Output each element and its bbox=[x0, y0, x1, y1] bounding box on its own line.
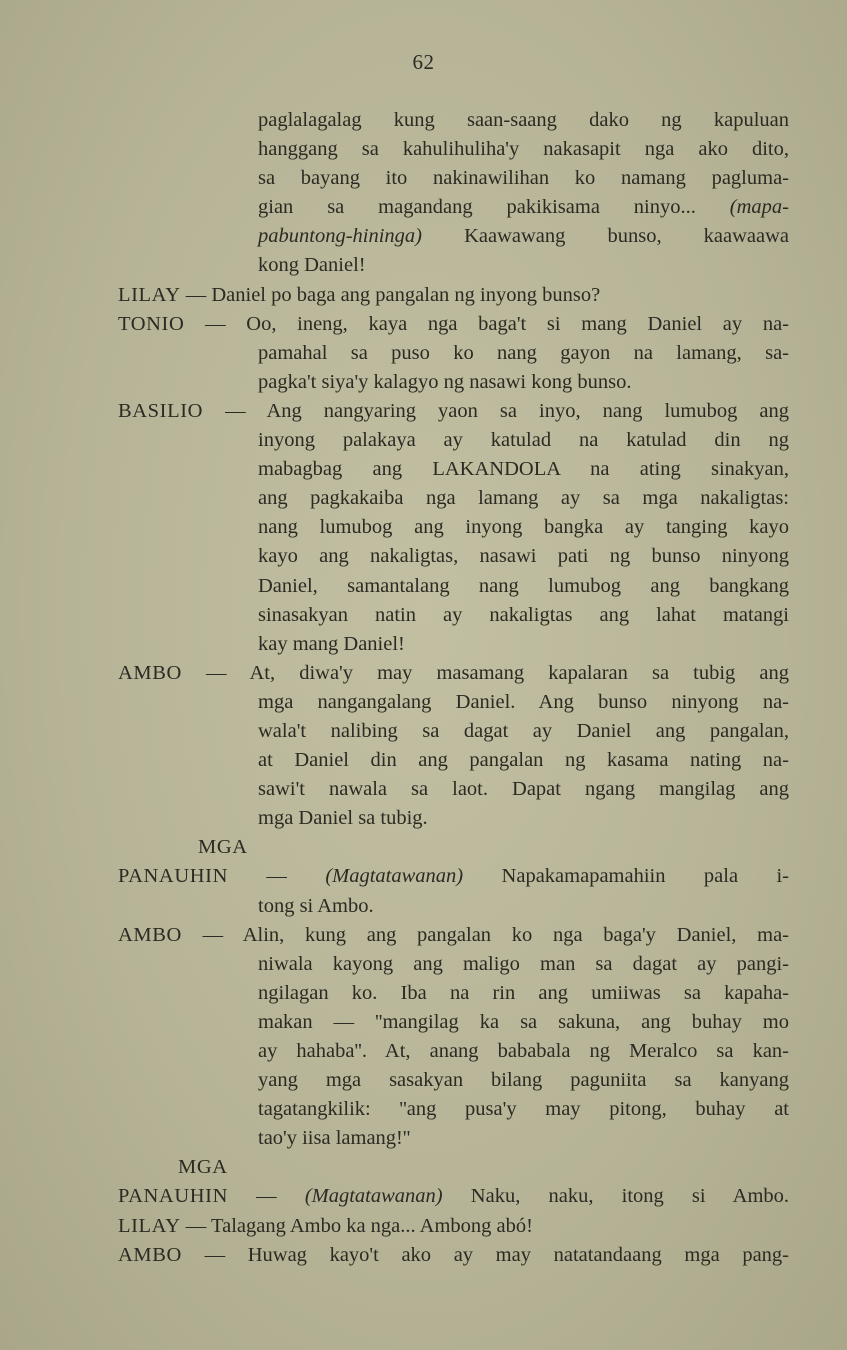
speaker-name: BASILIO bbox=[118, 399, 204, 422]
text-line: Daniel, samantalang nang lumubog ang bangkang bbox=[258, 574, 789, 597]
dialogue-text: Talagang Ambo ka nga... Ambong abó! bbox=[211, 1214, 533, 1237]
text-line: ang pagkakaiba nga lamang ay sa mga nakaligtas: bbox=[258, 487, 789, 510]
speaker-name: AMBO bbox=[118, 1243, 182, 1266]
text-line: ngilagan ko. Iba na rin ang umiiwas sa kapaha- bbox=[258, 981, 789, 1004]
speaker-name: AMBO bbox=[118, 661, 182, 684]
speaker-name: LILAY bbox=[118, 1214, 181, 1237]
page-body bbox=[0, 106, 847, 1270]
dialogue-entry bbox=[0, 833, 847, 920]
text-line: sawi't nawala sa laot. Dapat ngang mangilag ang bbox=[258, 778, 789, 801]
stage-direction: (Magtatawanan) bbox=[304, 1185, 443, 1208]
dialogue-text: Alin, kung ang pangalan ko nga baga'y Daniel, ma- bbox=[242, 923, 790, 946]
text-line: mga Daniel sa tubig. bbox=[258, 807, 428, 830]
text-line: kayo ang nakaligtas, nasawi pati ng bunso ninyong bbox=[258, 545, 789, 568]
speaker-name: PANAUHIN bbox=[118, 865, 228, 888]
dialogue-first-line: BASILIO — Ang nangyaring yaon sa inyo, nang lumubog ang bbox=[118, 399, 790, 422]
text-line: niwala kayong ang maligo man sa dagat ay pangi- bbox=[258, 952, 789, 975]
text-line: kong Daniel! bbox=[258, 254, 366, 277]
dialogue-text: At, diwa'y may masamang kapalaran sa tubig ang bbox=[249, 661, 789, 684]
stage-direction: (Magtatawanan) bbox=[325, 865, 464, 888]
speaker-name-top: MGA bbox=[198, 836, 248, 859]
dialogue-text: Napakamapamahiin pala i- bbox=[501, 865, 789, 888]
dialogue-entry bbox=[0, 310, 847, 397]
dialogue-text: Naku, naku, itong si Ambo. bbox=[470, 1185, 790, 1208]
text-line: tagatangkilik: ''ang pusa'y may pitong, buhay at bbox=[258, 1098, 789, 1121]
text-line: yang mga sasakyan bilang paguniita sa kanyang bbox=[258, 1069, 789, 1092]
dialogue-entry bbox=[0, 1241, 847, 1270]
dialogue-first-line: TONIO — Oo, ineng, kaya nga baga't si mang Daniel ay na- bbox=[118, 312, 789, 335]
text-line: inyong palakaya ay katulad na katulad din ng bbox=[258, 429, 789, 452]
dialogue-first-line: PANAUHIN — (Magtatawanan) Naku, naku, itong si Ambo. bbox=[118, 1185, 790, 1208]
dialogue-entry bbox=[0, 659, 847, 834]
speaker-name: PANAUHIN bbox=[118, 1185, 228, 1208]
text-line: pamahal sa puso ko nang gayon na lamang, sa- bbox=[258, 341, 789, 364]
text-line: tao'y iisa lamang!'' bbox=[258, 1127, 411, 1150]
dialogue-text: Ang nangyaring yaon sa inyo, nang lumubog ang bbox=[266, 399, 790, 422]
dialogue-entry bbox=[0, 921, 847, 1154]
page-number: 62 bbox=[412, 50, 435, 74]
speaker-name: LILAY bbox=[118, 283, 181, 306]
text-line: at Daniel din ang pangalan ng kasama nating na- bbox=[258, 749, 789, 772]
text-line: paglalagalag kung saan-saang dako ng kapuluan bbox=[258, 109, 789, 131]
speaker-name: TONIO bbox=[118, 312, 185, 335]
dialogue-first-line: PANAUHIN — (Magtatawanan) Napakamapamahiin pala i- bbox=[118, 865, 789, 888]
speaker-name: AMBO bbox=[118, 923, 182, 946]
dialogue-first-line: AMBO — Huwag kayo't ako ay may natatandaang mga pang- bbox=[118, 1243, 790, 1266]
dialogue-first-line: AMBO — At, diwa'y may masamang kapalaran sa tubig ang bbox=[118, 661, 789, 684]
dialogue-first-line: LILAY — Daniel po baga ang pangalan ng inyong bunso? bbox=[118, 283, 601, 306]
dialogue-continuation bbox=[0, 106, 847, 281]
dialogue-text: Huwag kayo't ako ay may natatandaang mga pang- bbox=[247, 1243, 790, 1266]
dialogue-text: Daniel po baga ang pangalan ng inyong bunso? bbox=[211, 283, 601, 306]
text-line: makan — ''mangilag ka sa sakuna, ang buhay mo bbox=[258, 1010, 789, 1033]
text-line: mabagbag ang LAKANDOLA na ating sinakyan, bbox=[258, 458, 789, 481]
text-line: pagka't siya'y kalagyo ng nasawi kong bunso. bbox=[258, 370, 632, 393]
dialogue-first-line: AMBO — Alin, kung ang pangalan ko nga baga'y Daniel, ma- bbox=[118, 923, 790, 946]
text-line: gian sa magandang pakikisama ninyo... (mapa- bbox=[258, 196, 789, 219]
text-line: mga nangangalang Daniel. Ang bunso ninyong na- bbox=[258, 690, 789, 713]
text-line: sinasakyan natin ay nakaligtas ang lahat matangi bbox=[258, 603, 789, 626]
text-line: pabuntong-hininga) Kaawawang bunso, kaawaawa bbox=[258, 225, 789, 248]
text-line: ay hahaba''. At, anang bababala ng Meralco sa kan- bbox=[258, 1040, 789, 1062]
text-line: wala't nalibing sa dagat ay Daniel ang pangalan, bbox=[258, 719, 789, 742]
dialogue-entry bbox=[0, 1153, 847, 1211]
dialogue-entry bbox=[0, 1212, 847, 1241]
dialogue-entry bbox=[0, 397, 847, 659]
dialogue-entry bbox=[0, 281, 847, 310]
text-line: hanggang sa kahulihuliha'y nakasapit nga ako dito, bbox=[258, 138, 789, 161]
dialogue-text: Oo, ineng, kaya nga baga't si mang Daniel ay na- bbox=[246, 312, 789, 335]
text-line: kay mang Daniel! bbox=[258, 632, 405, 655]
dialogue-first-line: LILAY — Talagang Ambo ka nga... Ambong abó! bbox=[118, 1214, 533, 1237]
text-line: nang lumubog ang inyong bangka ay tanging kayo bbox=[258, 516, 789, 539]
text-line: tong si Ambo. bbox=[258, 894, 374, 917]
speaker-name-top: MGA bbox=[178, 1156, 228, 1179]
text-line: sa bayang ito nakinawilihan ko namang pagluma- bbox=[258, 167, 789, 190]
